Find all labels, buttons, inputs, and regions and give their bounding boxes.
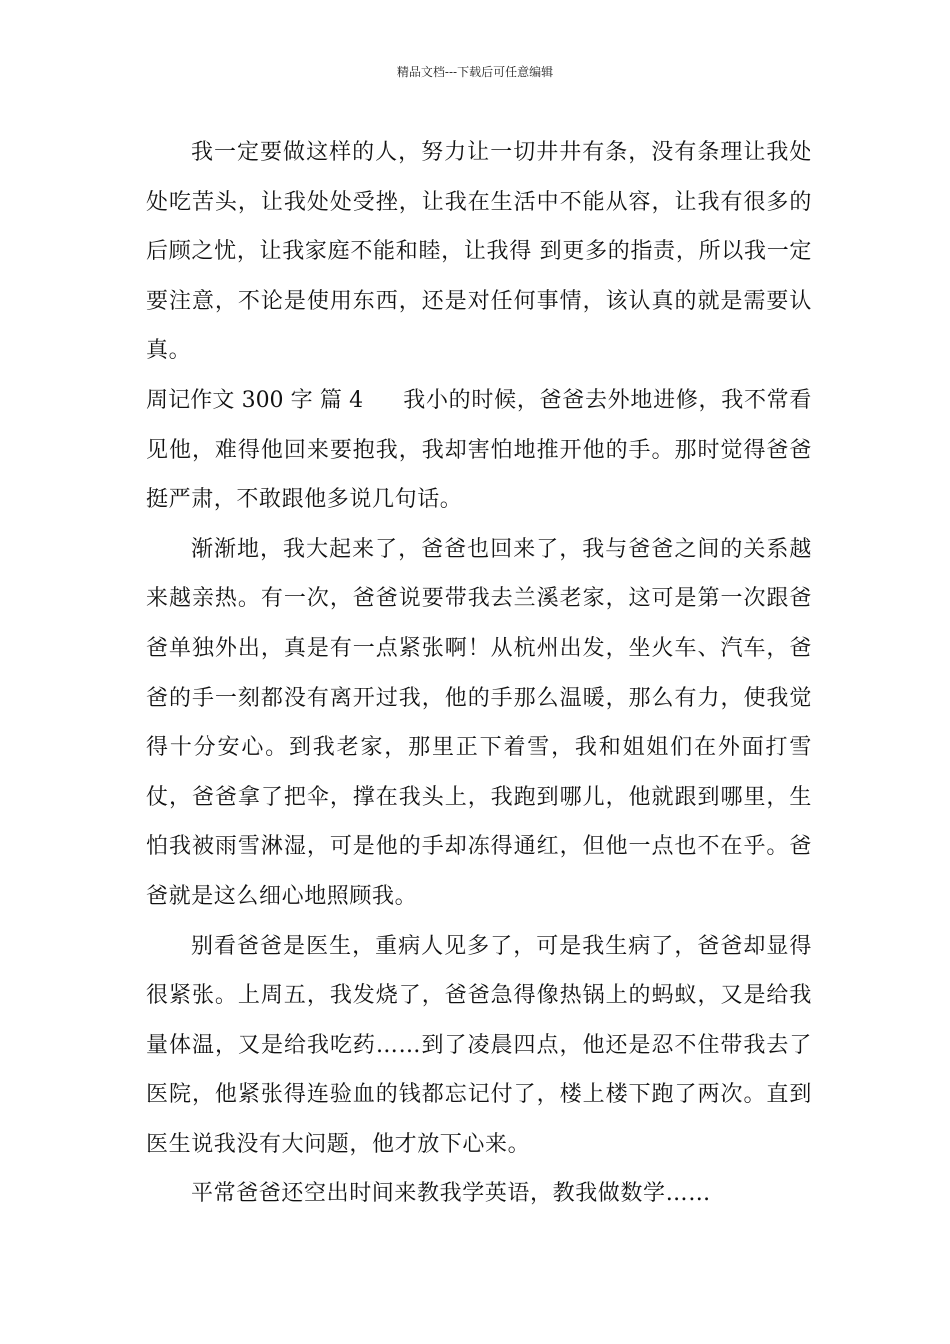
paragraph-4: 别看爸爸是医生，重病人见多了，可是我生病了，爸爸却显得很紧张。上周五，我发烧了，爸爸急得像热锅上的蚂蚁，又是给我量体温，又是给我吃药……到了凌晨四点，他还是忍不住带我去了医院，他紧张得连验血的钱都忘记付了，楼上楼下跑了两次。直到医生说我没有大问题，他才放下心来。	[146, 933, 812, 1157]
paragraph-5: 平常爸爸还空出时间来教我学英语，教我做数学……	[191, 1181, 711, 1207]
section-heading: 周记作文 300 字 篇 4	[146, 387, 364, 413]
page-header: 精品文档---下载后可任意编辑	[396, 65, 554, 79]
section-paragraph	[146, 376, 812, 525]
paragraph-3: 渐渐地，我大起来了，爸爸也回来了，我与爸爸之间的关系越来越亲热。有一次，爸爸说要带我去兰溪老家，这可是第一次跟爸爸单独外出，真是有一点紧张啊！从杭州出发，坐火车、汽车，爸爸的手一刻都没有离开过我，他的手那么温暖，那么有力，使我觉得十分安心。到我老家，那里正下着雪，我和姐姐们在外面打雪仗，爸爸拿了把伞，撑在我头上，我跑到哪儿，他就跟到哪里，生怕我被雨雪淋湿，可是他的手却冻得通红，但他一点也不在乎。爸爸就是这么细心地照顾我。	[146, 536, 812, 909]
document-body	[146, 128, 812, 1219]
paragraph-1: 我一定要做这样的人，努力让一切井井有条，没有条理让我处处吃苦头，让我处处受挫，让我在生活中不能从容，让我有很多的后顾之忧，让我家庭不能和睦，让我得 到更多的指责，所以我一定要注意，不论是使用东西，还是对任何事情，该认真的就是需要认真。	[146, 140, 812, 364]
paragraph-2: 我小的时候，爸爸去外地进修，我不常看见他，难得他回来要抱我，我却害怕地推开他的手。那时觉得爸爸挺严肃，不敢跟他多说几句话。	[146, 387, 812, 513]
